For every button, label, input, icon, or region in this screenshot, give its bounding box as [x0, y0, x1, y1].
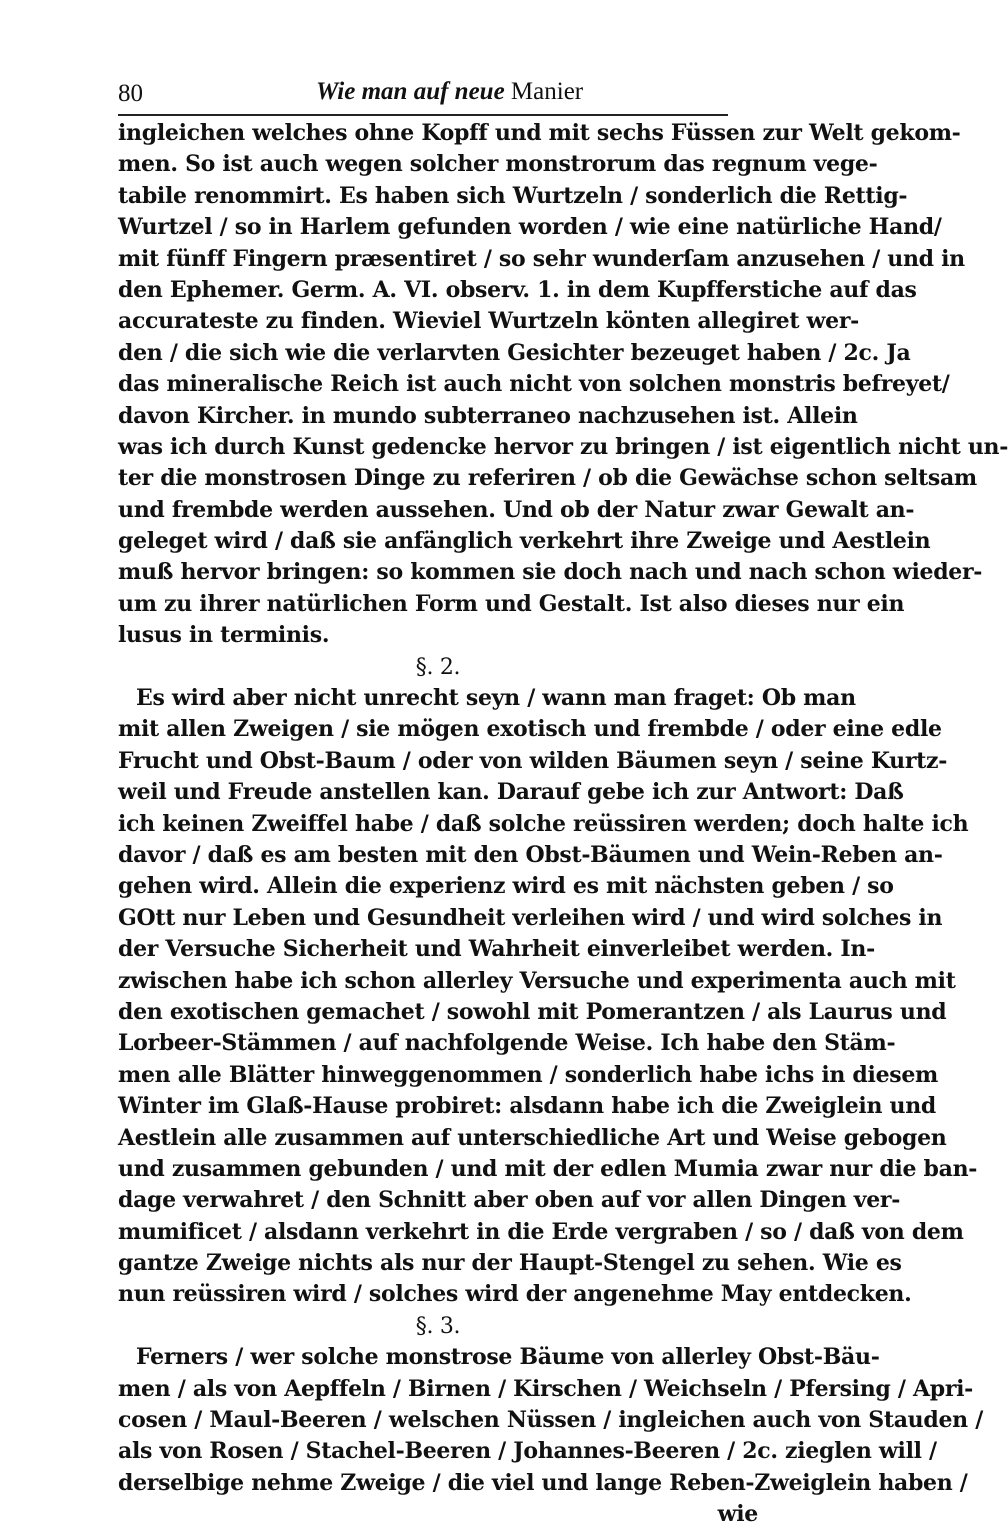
text-line: Frucht und Obst-Baum / oder von wilden Bäumen seyn / seine Kurtz-: [118, 747, 948, 774]
running-title-italic: Wie man auf neue: [316, 78, 505, 105]
text-line: Winter im Glaß-Hause probiret: alsdann habe ich die Zweiglein und: [118, 1093, 936, 1120]
text-line: Aestlein alle zusammen auf unterschiedliche Art und Weise gebogen: [118, 1124, 947, 1151]
text-line: zwischen habe ich schon allerley Versuche und experimenta auch mit: [118, 967, 956, 994]
text-line: ich keinen Zweiffel habe / daß solche reüssiren werden; doch halte ich: [118, 810, 969, 837]
catchword: wie: [717, 1501, 758, 1528]
text-line: den exotischen gemachet / sowohl mit Pomerantzen / als Laurus und: [118, 998, 947, 1025]
text-line: men. So ist auch wegen solcher monstrorum das regnum vege-: [118, 151, 878, 178]
page-number: 80: [118, 80, 143, 107]
text-line: gehen wird. Allein die experienz wird es mit nächsten geben / so: [118, 873, 894, 900]
text-line: davor / daß es am besten mit den Obst-Bäumen und Wein-Reben an-: [118, 841, 943, 868]
body-text: [118, 118, 1008, 1531]
section-heading: §. 2.: [415, 654, 461, 680]
text-line: Ferners / wer solche monstrose Bäume von allerley Obst-Bäu-: [136, 1344, 880, 1371]
text-line: den Ephemer. Germ. A. VI. observ. 1. in dem Kupfferstiche auf das: [118, 276, 917, 303]
text-line: mumificet / alsdann verkehrt in die Erde vergraben / so / daß von dem: [118, 1218, 964, 1245]
text-line: und zusammen gebunden / und mit der edlen Mumia zwar nur die ban-: [118, 1155, 978, 1182]
text-line: tabile renommirt. Es haben sich Wurtzeln / sonderlich die Rettig-: [118, 182, 908, 209]
running-title: [316, 78, 583, 106]
text-line: muß hervor bringen: so kommen sie doch nach und nach schon wieder-: [118, 559, 983, 586]
text-line: GOtt nur Leben und Gesundheit verleihen wird / und wird solches in: [118, 904, 943, 931]
text-line: Es wird aber nicht unrecht seyn / wann man fraget: Ob man: [136, 685, 856, 712]
text-line: als von Rosen / Stachel-Beeren / Johannes-Beeren / 2c. zieglen will /: [118, 1438, 937, 1465]
text-line: Lorbeer-Stämmen / auf nachfolgende Weise. Ich habe den Stäm-: [118, 1030, 896, 1057]
text-line: geleget wird / daß sie anfänglich verkehrt ihre Zweige und Aestlein: [118, 528, 931, 555]
text-line: derselbige nehme Zweige / die viel und lange Reben-Zweiglein haben /: [118, 1469, 968, 1496]
text-line: weil und Freude anstellen kan. Darauf gebe ich zur Antwort: Daß: [118, 779, 904, 806]
text-line: dage verwahret / den Schnitt aber oben auf vor allen Dingen ver-: [118, 1187, 901, 1214]
text-line: accurateste zu finden. Wieviel Wurtzeln könten allegiret wer-: [118, 308, 860, 335]
text-line: den / die sich wie die verlarvten Gesichter bezeuget haben / 2c. Ja: [118, 339, 911, 366]
text-line: das mineralische Reich ist auch nicht von solchen monstris befreyet/: [118, 371, 950, 398]
text-line: mit fünff Fingern præsentiret / so sehr wunderſam anzusehen / und in: [118, 245, 965, 272]
section-heading: §. 3.: [415, 1313, 461, 1339]
page-header: [118, 76, 728, 116]
text-line: men / als von Aepffeln / Birnen / Kirschen / Weichseln / Pfersing / Apri-: [118, 1375, 973, 1402]
text-line: cosen / Maul-Beeren / welschen Nüssen / ingleichen auch von Stauden /: [118, 1407, 983, 1434]
text-line: der Versuche Sicherheit und Wahrheit einverleibet werden. In-: [118, 936, 875, 963]
text-line: lusus in terminis.: [118, 622, 330, 649]
text-line: ter die monstrosen Dinge zu referiren / ob die Gewächse schon seltsam: [118, 465, 977, 492]
text-line: davon Kircher. in mundo subterraneo nachzusehen ist. Allein: [118, 402, 858, 429]
text-line: ingleichen welches ohne Kopff und mit sechs Füssen zur Welt gekom-: [118, 120, 961, 146]
text-line: um zu ihrer natürlichen Form und Gestalt. Ist also dieses nur ein: [118, 590, 905, 617]
text-line: men alle Blätter hinweggenommen / sonderlich habe ichs in diesem: [118, 1061, 939, 1088]
text-line: gantze Zweige nichts als nur der Haupt-Stengel zu sehen. Wie es: [118, 1250, 902, 1277]
text-line: Wurtzel / so in Harlem gefunden worden / wie eine natürliche Hand/: [118, 214, 942, 241]
running-title-rest: Manier: [504, 78, 584, 105]
text-line: und frembde werden aussehen. Und ob der Natur zwar Gewalt an-: [118, 496, 915, 523]
text-line: mit allen Zweigen / sie mögen exotisch und frembde / oder eine edle: [118, 716, 942, 743]
text-line: was ich durch Kunst gedencke hervor zu bringen / ist eigentlich nicht un-: [118, 433, 1008, 460]
text-line: nun reüssiren wird / solches wird der angenehme May entdecken.: [118, 1281, 912, 1308]
